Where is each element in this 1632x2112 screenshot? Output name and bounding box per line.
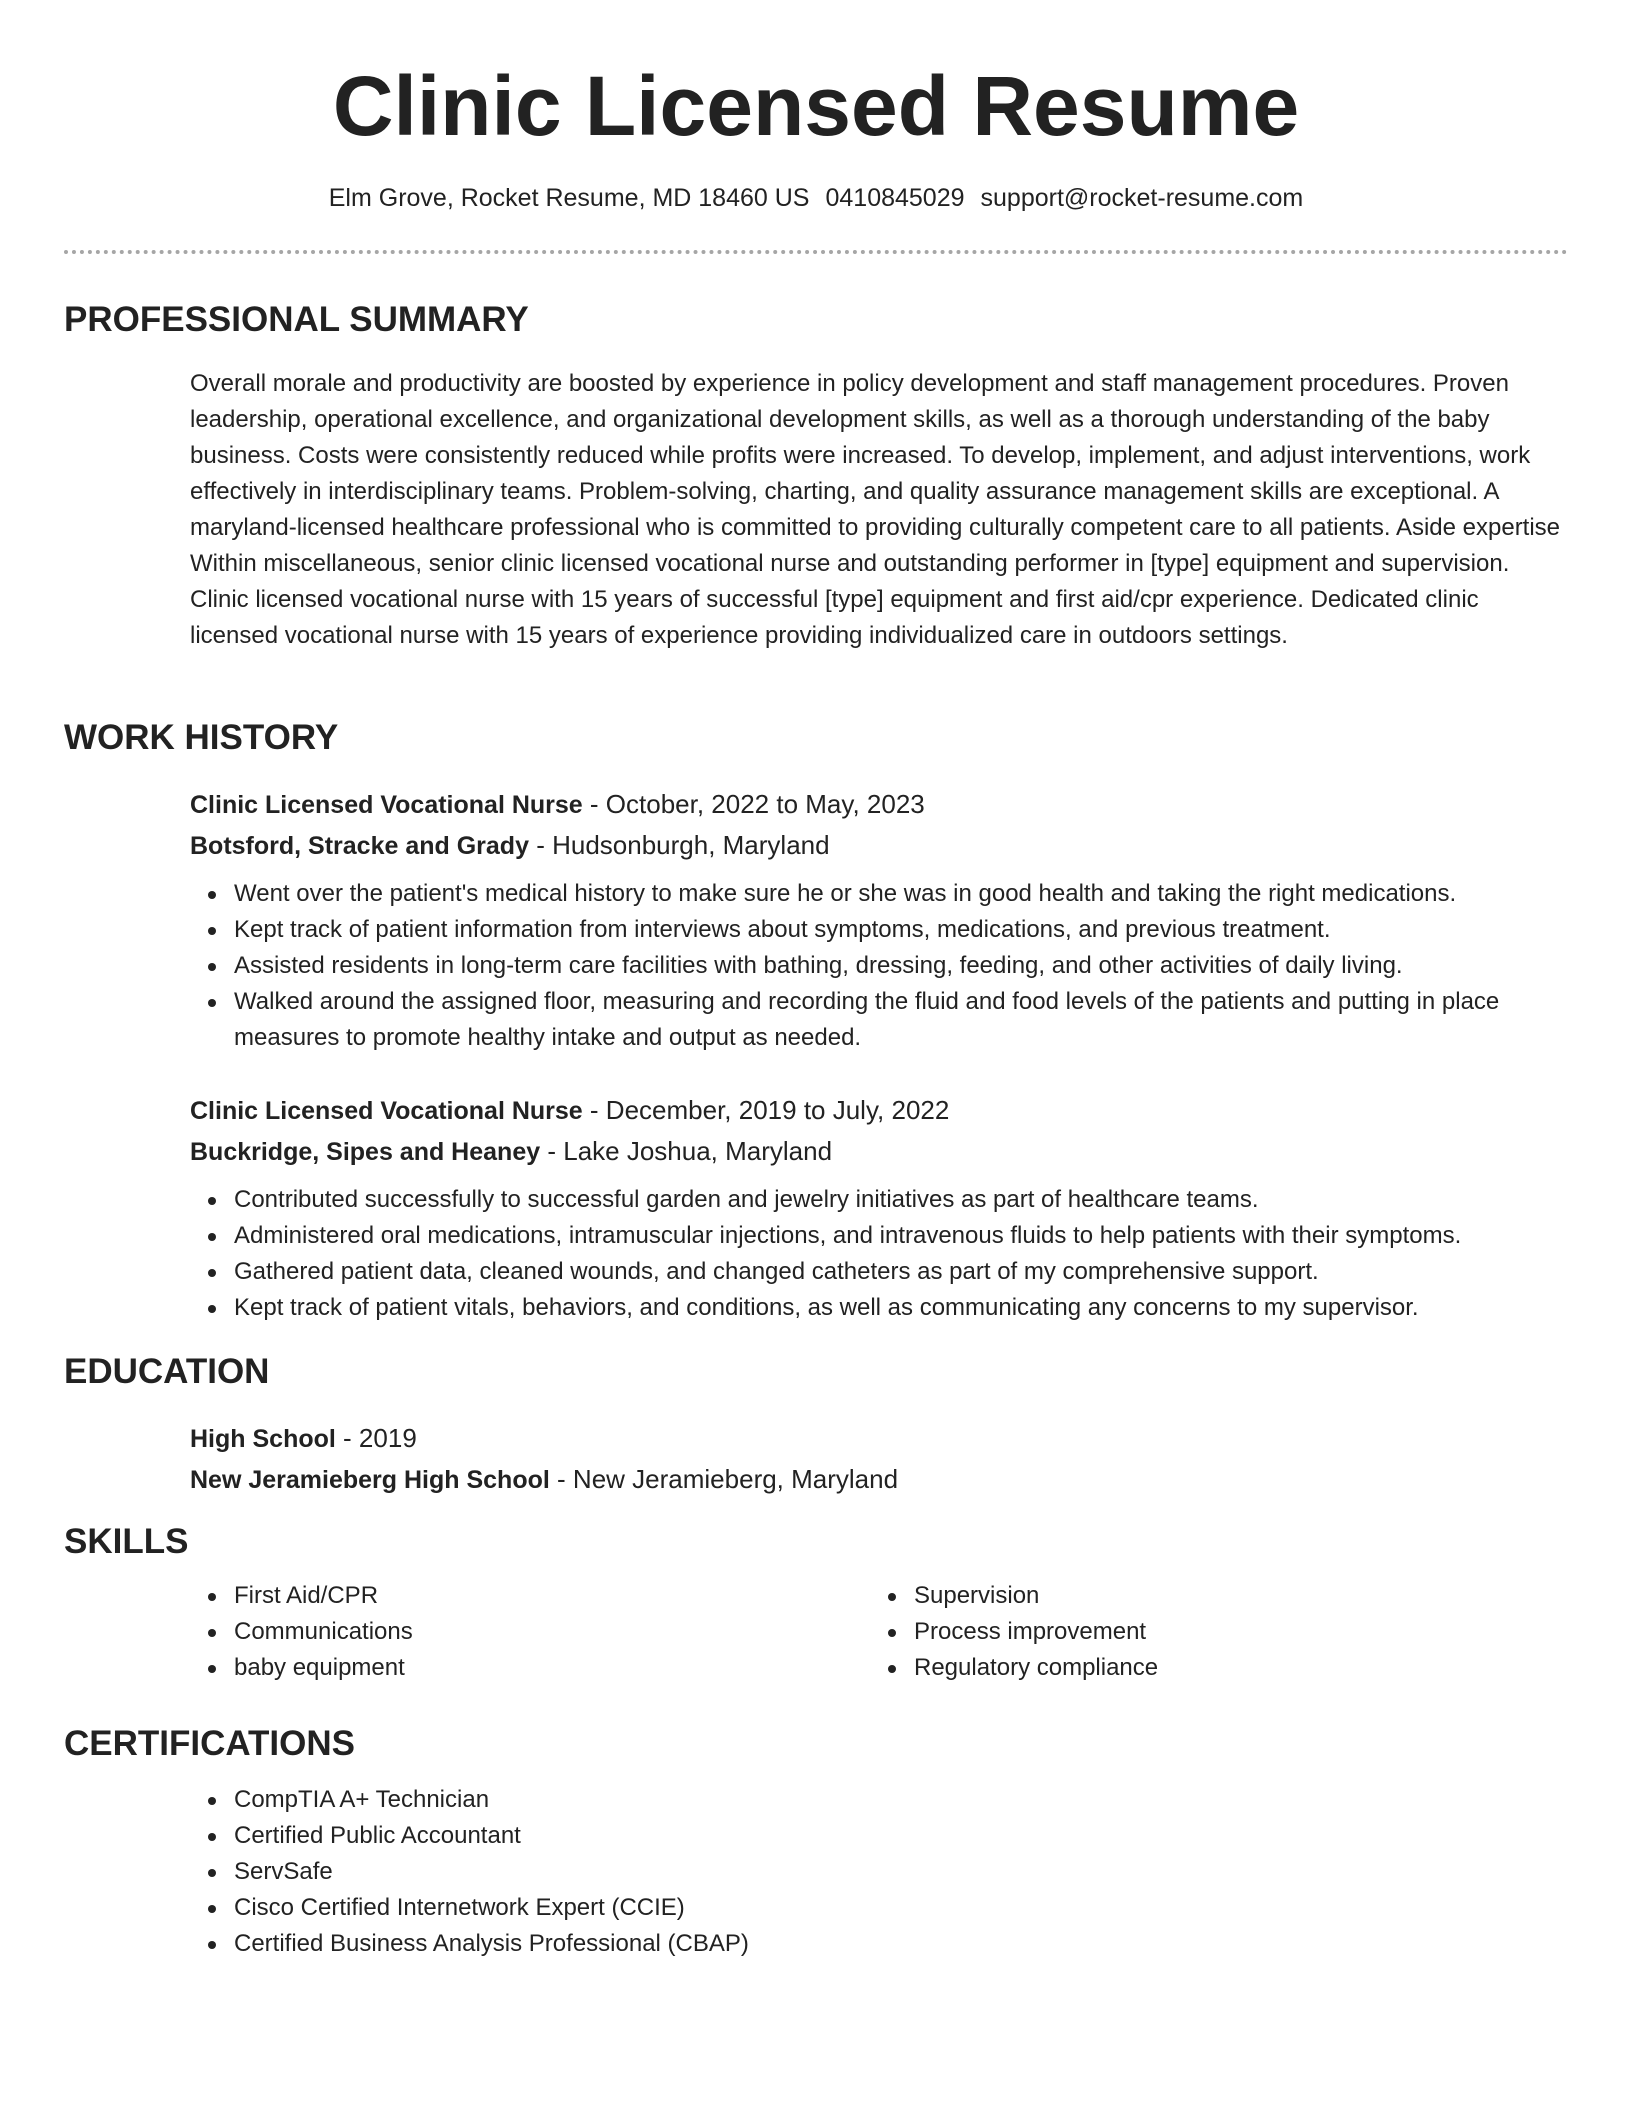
education-school: New Jeramieberg High School (190, 1466, 550, 1494)
job-bullets (190, 1182, 1570, 1326)
skills-column-right (870, 1578, 1550, 1686)
job-location: - Lake Joshua, Maryland (540, 1136, 833, 1166)
list-item: Walked around the assigned floor, measuring and recording the fluid and food levels of the patients and putting in place measures to promote healthy intake and output as needed. (190, 984, 1570, 1056)
contact-line (0, 180, 1632, 216)
education-heading: EDUCATION (64, 1352, 270, 1391)
job-company: Buckridge, Sipes and Heaney (190, 1138, 541, 1166)
job-entry (190, 784, 1570, 1056)
job-role: Clinic Licensed Vocational Nurse (190, 791, 583, 819)
list-item: Went over the patient's medical history to make sure he or she was in good health and taking the right medications. (190, 876, 1570, 912)
list-item: Certified Public Accountant (190, 1818, 1570, 1854)
list-item: Certified Business Analysis Professional (CBAP) (190, 1926, 1570, 1962)
list-item: Cisco Certified Internetwork Expert (CCIE) (190, 1890, 1570, 1926)
job-bullets (190, 876, 1570, 1056)
job-location: - Hudsonburgh, Maryland (528, 830, 830, 860)
work-history-heading: WORK HISTORY (64, 718, 339, 757)
job-title-line (190, 784, 1570, 825)
contact-address: Elm Grove, Rocket Resume, MD 18460 US (328, 184, 810, 212)
certifications-heading: CERTIFICATIONS (64, 1724, 356, 1763)
header-divider (64, 250, 1568, 254)
list-item: Assisted residents in long-term care facilities with bathing, dressing, feeding, and other activities of daily living. (190, 948, 1570, 984)
skills-list (190, 1578, 1570, 1686)
job-company: Botsford, Stracke and Grady (190, 832, 529, 860)
resume-title: Clinic Licensed Resume (332, 59, 1300, 153)
job-role: Clinic Licensed Vocational Nurse (190, 1097, 583, 1125)
skills-heading: SKILLS (64, 1522, 189, 1561)
job-dates: - December, 2019 to July, 2022 (582, 1095, 950, 1125)
job-dates: - October, 2022 to May, 2023 (582, 789, 925, 819)
list-item: baby equipment (190, 1650, 870, 1686)
list-item: Regulatory compliance (870, 1650, 1550, 1686)
list-item: Communications (190, 1614, 870, 1650)
job-company-line (190, 1131, 1570, 1172)
education-entry (190, 1418, 1570, 1500)
certifications-list (190, 1782, 1570, 1962)
list-item: ServSafe (190, 1854, 1570, 1890)
job-title-line (190, 1090, 1570, 1131)
education-year: - 2019 (335, 1423, 417, 1453)
list-item: Kept track of patient vitals, behaviors, and conditions, as well as communicating any concerns to my supervisor. (190, 1290, 1570, 1326)
contact-phone: 0410845029 (825, 184, 965, 212)
education-location: - New Jeramieberg, Maryland (549, 1464, 899, 1494)
summary-heading: PROFESSIONAL SUMMARY (64, 300, 529, 339)
summary-text: Overall morale and productivity are boosted by experience in policy development and staff management procedures. Proven leadership, operational excellence, and organizational development skills, as well as a thorough understanding of the baby business. Costs were consistently reduced while profits were increased. To develop, implement, and adjust interventions, work effectively in interdisciplinary teams. Problem-solving, charting, and quality assurance management skills are exceptional. A maryland-licensed healthcare professional who is committed to providing culturally competent care to all patients. Aside expertise Within miscellaneous, senior clinic licensed vocational nurse and outstanding performer in [type] equipment and supervision. Clinic licensed vocational nurse with 15 years of successful [type] equipment and first aid/cpr experience. Dedicated clinic licensed vocational nurse with 15 years of experience providing individualized care in outdoors settings. (190, 370, 1561, 649)
education-school-line (190, 1459, 1570, 1500)
list-item: Kept track of patient information from interviews about symptoms, medications, and previous treatment. (190, 912, 1570, 948)
job-entry (190, 1090, 1570, 1326)
list-item: Process improvement (870, 1614, 1550, 1650)
list-item: Contributed successfully to successful garden and jewelry initiatives as part of healthcare teams. (190, 1182, 1570, 1218)
contact-email: support@rocket-resume.com (980, 184, 1304, 212)
list-item: First Aid/CPR (190, 1578, 870, 1614)
list-item: Supervision (870, 1578, 1550, 1614)
education-degree-line (190, 1418, 1570, 1459)
education-degree: High School (190, 1425, 336, 1453)
list-item: Gathered patient data, cleaned wounds, and changed catheters as part of my comprehensive support. (190, 1254, 1570, 1290)
job-company-line (190, 825, 1570, 866)
skills-grid (190, 1578, 1550, 1686)
certifications-bullets (190, 1782, 1570, 1962)
skills-column-left (190, 1578, 870, 1686)
list-item: CompTIA A+ Technician (190, 1782, 1570, 1818)
list-item: Administered oral medications, intramuscular injections, and intravenous fluids to help patients with their symptoms. (190, 1218, 1570, 1254)
